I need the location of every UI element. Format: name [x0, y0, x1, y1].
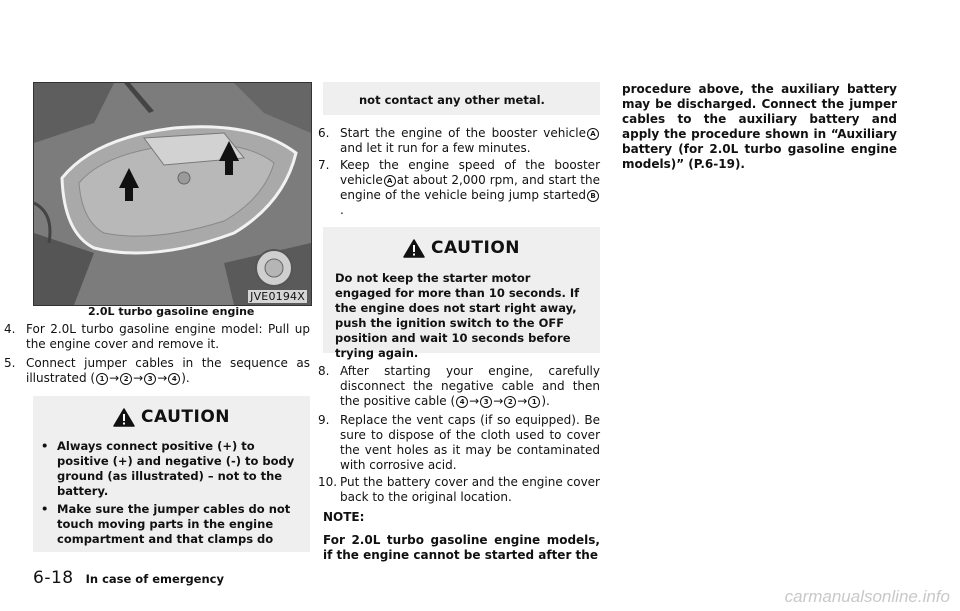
- page-footer: [33, 568, 224, 588]
- step-6: 6. Start the engine of the booster vehicle A and let it run for a few minutes.: [318, 126, 600, 156]
- caution-bullet: • Always connect positive (+) to positive (+) and negative (-) to body ground (as illustrated) – not to the battery.: [41, 439, 295, 498]
- caution-box-1: [33, 396, 310, 552]
- circled-b-icon: B: [587, 190, 599, 202]
- circled-1-icon: 1: [96, 373, 108, 385]
- circled-4-icon: 4: [456, 396, 468, 408]
- circled-2-icon: 2: [120, 373, 132, 385]
- caution-heading: CAUTION: [323, 238, 600, 258]
- figure-caption: 2.0L turbo gasoline engine: [88, 305, 255, 318]
- step-4: 4. For 2.0L turbo gasoline engine model: Pull up the engine cover and remove it.: [4, 322, 310, 351]
- circled-3-icon: 3: [144, 373, 156, 385]
- caution-box-1-continued: not contact any other metal.: [323, 82, 600, 115]
- watermark: carmanualsonline.info: [784, 587, 950, 606]
- caution-heading: CAUTION: [33, 407, 310, 427]
- caution-bullet: • Make sure the jumper cables do not touch moving parts in the engine compartment and that clamps do: [41, 502, 291, 546]
- warning-triangle-icon: [113, 408, 135, 427]
- caution-box-2: CAUTION Do not keep the starter motor engaged for more than 10 seconds. If the engine does not start right away, push the ignition switch to the OFF position and wait 10 seconds before trying again.: [323, 227, 600, 353]
- step-7: 7. Keep the engine speed of the booster vehicle A at about 2,000 rpm, and start the engine of the vehicle being jump started B.: [318, 158, 600, 217]
- step-10: 10. Put the battery cover and the engine cover back to the original location.: [318, 475, 600, 504]
- engine-illustration: [33, 82, 312, 306]
- note: NOTE: For 2.0L turbo gasoline engine models, if the engine cannot be started after the: [323, 510, 600, 562]
- circled-4-icon: 4: [168, 373, 180, 385]
- circled-3-icon: 3: [480, 396, 492, 408]
- section-title: In case of emergency: [85, 572, 224, 586]
- circled-2-icon: 2: [504, 396, 516, 408]
- circled-a-icon: A: [384, 175, 396, 187]
- engine-cover-drawing: [34, 83, 311, 305]
- note-continued: procedure above, the auxiliary battery may be discharged. Connect the jumper cables to the auxiliary battery and apply the procedure shown in “Auxiliary battery (for 2.0L turbo gasoline engine models)” (P.6-19).: [622, 82, 897, 171]
- step-9: 9. Replace the vent caps (if so equipped). Be sure to dispose of the cloth used to cover the vent holes as it may be contaminated with corrosive acid.: [318, 413, 600, 472]
- step-8: 8. After starting your engine, carefully disconnect the negative cable and then the positive cable ( 4 → 3 → 2 → 1 ).: [318, 364, 600, 408]
- step-5: 5. Connect jumper cables in the sequence as illustrated ( 1 → 2 → 3 → 4 ).: [4, 356, 310, 385]
- page-number: 6-18: [33, 568, 74, 588]
- figure-code: JVE0194X: [250, 290, 305, 303]
- circled-1-icon: 1: [528, 396, 540, 408]
- circled-a-icon: A: [587, 128, 599, 140]
- warning-triangle-icon: [403, 239, 425, 258]
